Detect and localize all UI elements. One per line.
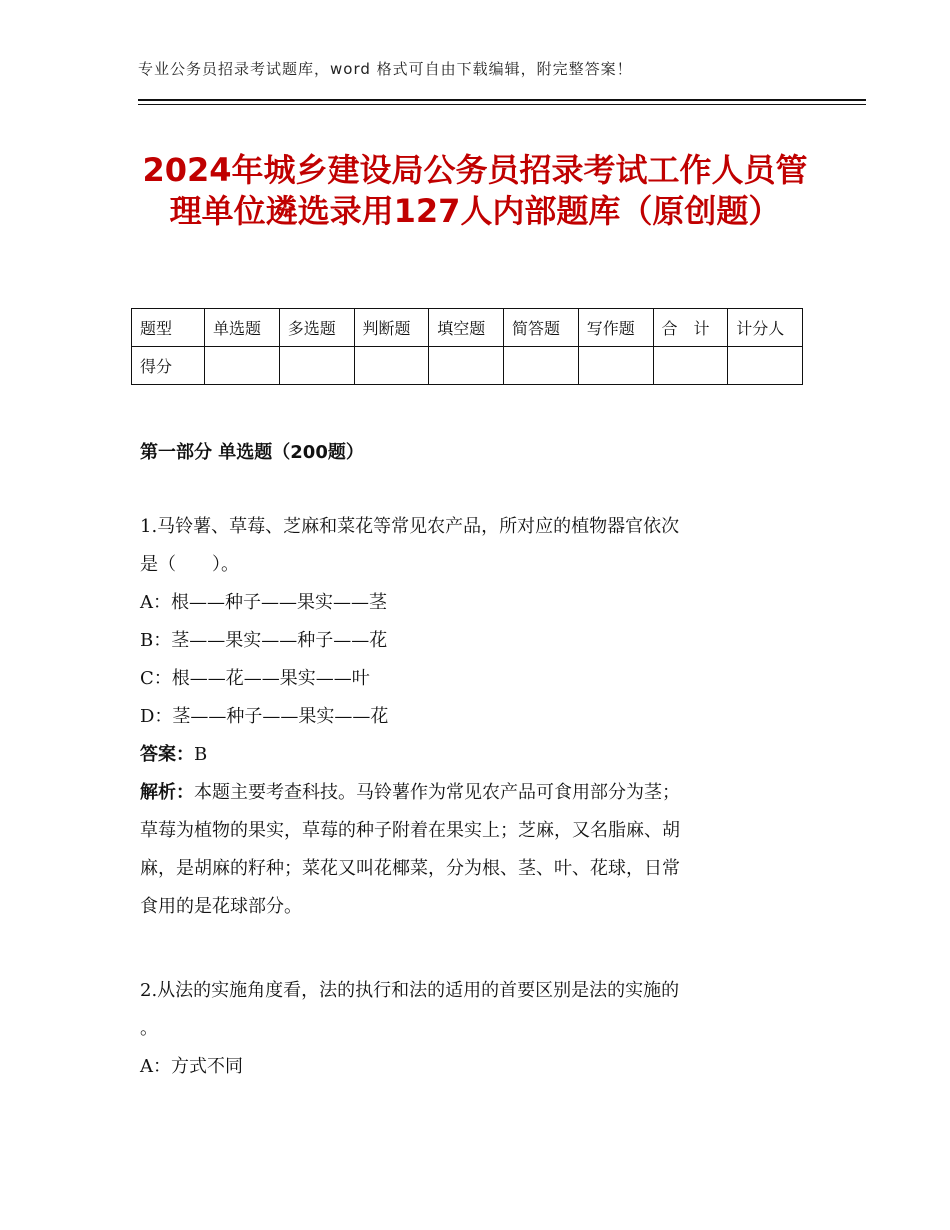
score-input-cell[interactable] <box>354 347 429 385</box>
answer-label: 答案： <box>140 744 194 765</box>
analysis-text: 食用的是花球部分。 <box>140 896 302 917</box>
score-input-cell[interactable] <box>578 347 653 385</box>
score-cell-writing: 写作题 <box>578 309 653 347</box>
question-stem: 是（ ）。 <box>140 554 239 575</box>
analysis-text: 本题主要考查科技。马铃薯作为常见农产品可食用部分为茎； <box>194 782 680 803</box>
score-cell-fill: 填空题 <box>429 309 504 347</box>
score-cell-short: 简答题 <box>504 309 579 347</box>
score-row-label: 得分 <box>132 347 205 385</box>
analysis-text: 麻，是胡麻的籽种；菜花又叫花椰菜，分为根、茎、叶、花球，日常 <box>140 858 680 879</box>
question-stem: 2.从法的实施角度看，法的执行和法的适用的首要区别是法的实施的 <box>140 980 680 1001</box>
option-a: A：方式不同 <box>140 1056 243 1077</box>
score-cell-type: 题型 <box>132 309 205 347</box>
score-cell-multi: 多选题 <box>279 309 354 347</box>
answer-line <box>140 736 820 774</box>
score-input-cell[interactable] <box>279 347 354 385</box>
document-title: 2024年城乡建设局公务员招录考试工作人员管理单位遴选录用127人内部题库（原创题） <box>142 151 808 230</box>
score-input-cell[interactable] <box>205 347 280 385</box>
header-rule-thick <box>138 99 866 101</box>
header-note: 专业公务员招录考试题库，word 格式可自由下载编辑，附完整答案！ <box>138 60 633 78</box>
question-stem: 。 <box>140 1018 158 1039</box>
score-cell-judge: 判断题 <box>354 309 429 347</box>
score-input-cell[interactable] <box>504 347 579 385</box>
option-b: B：茎——果实——种子——花 <box>140 630 388 651</box>
question-1 <box>140 508 820 926</box>
option-d: D：茎——种子——果实——花 <box>140 706 389 727</box>
analysis-text: 草莓为植物的果实，草莓的种子附着在果实上；芝麻，又名脂麻、胡 <box>140 820 680 841</box>
question-2 <box>140 972 820 1086</box>
answer-value: B <box>194 744 208 765</box>
score-table <box>131 308 803 385</box>
score-input-cell[interactable] <box>653 347 728 385</box>
option-a: A：根——种子——果实——茎 <box>140 592 387 613</box>
section-heading: 第一部分 单选题（200题） <box>140 442 364 463</box>
score-table-score-row <box>132 347 803 385</box>
analysis-line <box>140 774 820 812</box>
score-table-header-row <box>132 309 803 347</box>
header-rule-thin <box>138 104 866 105</box>
score-input-cell[interactable] <box>429 347 504 385</box>
question-stem: 1.马铃薯、草莓、芝麻和菜花等常见农产品，所对应的植物器官依次 <box>140 516 680 537</box>
score-input-cell[interactable] <box>728 347 803 385</box>
option-c: C：根——花——果实——叶 <box>140 668 370 689</box>
analysis-label: 解析： <box>140 782 194 803</box>
score-cell-single: 单选题 <box>205 309 280 347</box>
score-cell-scorer: 计分人 <box>728 309 803 347</box>
score-cell-total: 合 计 <box>653 309 728 347</box>
